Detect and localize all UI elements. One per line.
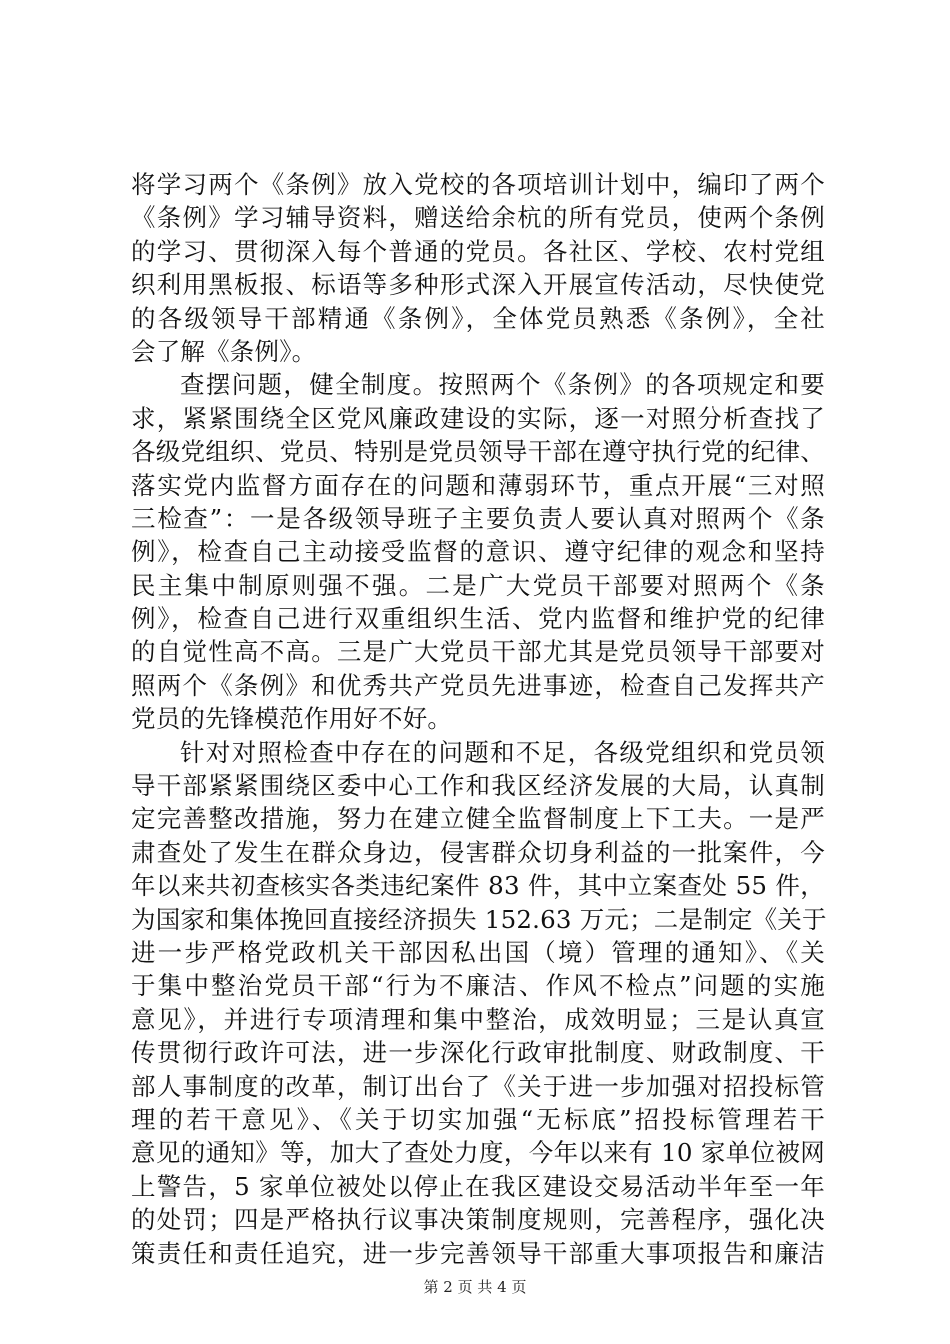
text-line: 定完善整改措施，努力在建立健全监督制度上下工夫。一是严 [131,804,825,834]
text-line: 为国家和集体挽回直接经济损失 152.63 万元；二是制定《关于 [131,904,827,934]
text-line: 各级党组织、党员、特别是党员领导干部在遵守执行党的纪律、 [131,437,825,467]
text-line: 落实党内监督方面存在的问题和薄弱环节，重点开展“三对照 [131,470,825,500]
text-line: 织利用黑板报、标语等多种形式深入开展宣传活动，尽快使党 [131,270,825,300]
text-line: 民主集中制原则强不强。二是广大党员干部要对照两个《条 [131,570,825,600]
text-line: 会了解《条例》。 [131,336,317,366]
document-body [131,168,825,1270]
text-line: 年以来共初查核实各类违纪案件 83 件，其中立案查处 55 件， [131,871,825,901]
text-line: 于集中整治党员干部“行为不廉洁、作风不检点”问题的实施 [131,971,825,1001]
text-line: 的自觉性高不高。三是广大党员干部尤其是党员领导干部要对 [131,637,825,667]
text-line: 三检查”：一是各级领导班子主要负责人要认真对照两个《条 [131,503,825,533]
text-line: 导干部紧紧围绕区委中心工作和我区经济发展的大局，认真制 [131,771,825,801]
text-line: 照两个《条例》和优秀共产党员先进事迹，检查自己发挥共产 [131,670,825,700]
text-line: 的学习、贯彻深入每个普通的党员。各社区、学校、农村党组 [131,236,825,266]
text-line: 意见》，并进行专项清理和集中整治，成效明显；三是认真宣 [131,1004,825,1034]
text-line: 针对对照检查中存在的问题和不足，各级党组织和党员领 [180,737,825,767]
text-line: 查摆问题，健全制度。按照两个《条例》的各项规定和要 [180,370,825,400]
text-line: 例》，检查自己进行双重组织生活、党内监督和维护党的纪律 [131,604,825,634]
text-line: 部人事制度的改革，制订出台了《关于进一步加强对招投标管 [131,1071,825,1101]
text-line: 上警告，5 家单位被处以停止在我区建设交易活动半年至一年 [131,1171,825,1201]
text-line: 求，紧紧围绕全区党风廉政建设的实际，逐一对照分析查找了 [131,403,825,433]
text-line: 的各级领导干部精通《条例》，全体党员熟悉《条例》，全社 [131,303,825,333]
text-line: 例》，检查自己主动接受监督的意识、遵守纪律的观念和坚持 [131,537,825,567]
text-line: 肃查处了发生在群众身边，侵害群众切身利益的一批案件，今 [131,837,825,867]
text-line: 《条例》学习辅导资料，赠送给余杭的所有党员，使两个条例 [131,203,825,233]
text-line: 传贯彻行政许可法，进一步深化行政审批制度、财政制度、干 [131,1038,825,1068]
text-line: 进一步严格党政机关干部因私出国（境）管理的通知》、《关 [131,937,825,967]
page-footer: 第 2 页 共 4 页 [423,1278,527,1296]
text-line: 的处罚；四是严格执行议事决策制度规则，完善程序，强化决 [131,1205,825,1235]
text-line: 将学习两个《条例》放入党校的各项培训计划中，编印了两个 [131,170,825,199]
text-line: 策责任和责任追究，进一步完善领导干部重大事项报告和廉洁 [131,1238,825,1268]
text-line: 党员的先锋模范作用好不好。 [131,704,453,734]
text-line: 理的若干意见》、《关于切实加强“无标底”招投标管理若干 [131,1104,825,1134]
text-line: 意见的通知》等，加大了查处力度，今年以来有 10 家单位被网 [131,1138,825,1168]
